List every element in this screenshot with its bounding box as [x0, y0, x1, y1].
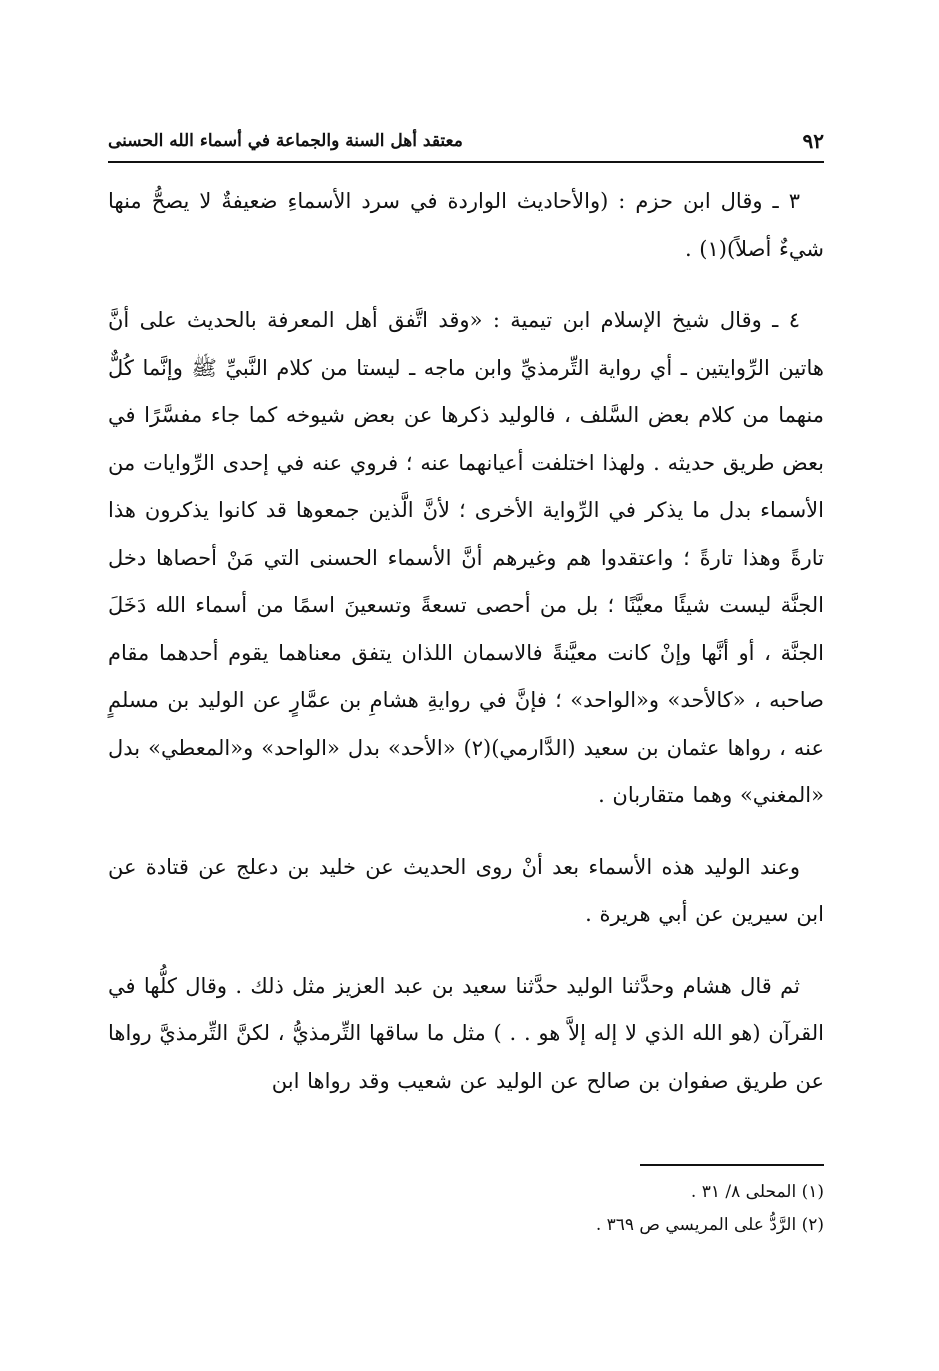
paragraph-al-walid: [108, 844, 824, 939]
text-line: الأسماء الحسنى التي مَنْ أحصاها دخل الجنَّة ليست شيئًا معيَّنًا ؛ بل من أحصى: [108, 545, 824, 617]
text-line: عثمان بن سعيد (الدَّارمي)(٢) «الأحد» بدل «الواحد» و«المعطي» بدل: [108, 735, 720, 760]
text-line: قتادة عن ابن سيرين عن أبي هريرة .: [108, 854, 824, 926]
page-number: ٩٢: [802, 129, 824, 153]
paragraph-ibn-hazm: [108, 178, 824, 273]
text-line: وإنَّما كُلٌّ منهما من كلام بعض السَّلف ، فالوليد ذكرها عن بعض شيوخه كما: [108, 355, 824, 427]
text-line: و«الواحد» ؛ فإنَّ في روايةِ هشامِ بن عمَّارٍ عن الوليد بن مسلمٍ عنه ، رواها: [108, 688, 824, 760]
footnote-1: (١) المحلى ٨/ ٣١ .: [690, 1182, 824, 1202]
text-line: جاء مفسَّرًا في بعض طريق حديثه . ولهذا اختلفت أعيانهما عنه ؛ فروي عنه في: [108, 403, 824, 475]
text-line: ٣ ـ وقال ابن حزم : (والأحاديث الواردة في سرد الأسماءِ ضعيفةٌ لا يصحُّ: [151, 189, 800, 213]
text-line: ثم قال هشام وحدَّثنا الوليد حدَّثنا سعيد بن عبد العزيز مثل ذلك . وقال: [185, 973, 800, 998]
text-line: ٤ ـ وقال شيخ الإسلام ابن تيمية : «وقد اتَّفق أهل المعرفة بالحديث على: [139, 308, 800, 332]
text-line: منها شيءٌ أصلاً)(١) .: [108, 189, 824, 261]
text-line: التِّرمذيَّ رواها عن طريق صفوان بن صالح عن الوليد عن شعيب وقد رواها ابن: [108, 1021, 824, 1093]
text-line: أنَّ هاتين الرِّوايتين ـ أي رواية التِّرمذيِّ وابن ماجه ـ ليستا من كلام النَّبيِّ ﷺ: [108, 308, 824, 380]
text-line: فالاسمان اللذان يتفق معناهما يقوم أحدهما مقام صاحبه ، «كالأحد»: [108, 640, 824, 712]
text-line: جمعوها قد كانوا يذكرون هذا تارةً وهذا تارةً ؛ واعتقدوا هم وغيرهم أنَّ: [108, 498, 824, 570]
text-line: إحدى الرِّوايات من الأسماء بدل ما يذكر في الرِّواية الأخرى ؛ لأنَّ الَّذين: [108, 450, 824, 522]
main-text: [108, 178, 824, 1105]
running-title: معتقد أهل السنة والجماعة في أسماء الله الحسنى: [108, 131, 463, 151]
page-header: [108, 127, 824, 163]
text-line: وعند الوليد هذه الأسماء بعد أنْ روى الحديث عن خليد بن دعلج عن: [198, 854, 800, 879]
text-line: كلُّها في القرآن (هو الله الذي لا إله إلاَّ هو . . ) مثل ما ساقها التِّرمذيُّ ، لكنَّ: [108, 973, 824, 1045]
text-line: «المغني» وهما متقاربان .: [598, 783, 824, 807]
footnote-divider: [640, 1164, 824, 1166]
paragraph-hisham: [108, 963, 824, 1106]
footnote-2: (٢) الرَّدُّ على المريسي ص ٣٦٩ .: [595, 1215, 824, 1235]
paragraph-ibn-taymiyya: [108, 297, 824, 820]
footnotes: [108, 1176, 824, 1242]
text-line: تسعةً وتسعينَ اسمًا من أسماء الله دَخَلَ الجنَّة ، أو أنَّها وإنْ كانت معيَّنةً: [108, 593, 824, 665]
